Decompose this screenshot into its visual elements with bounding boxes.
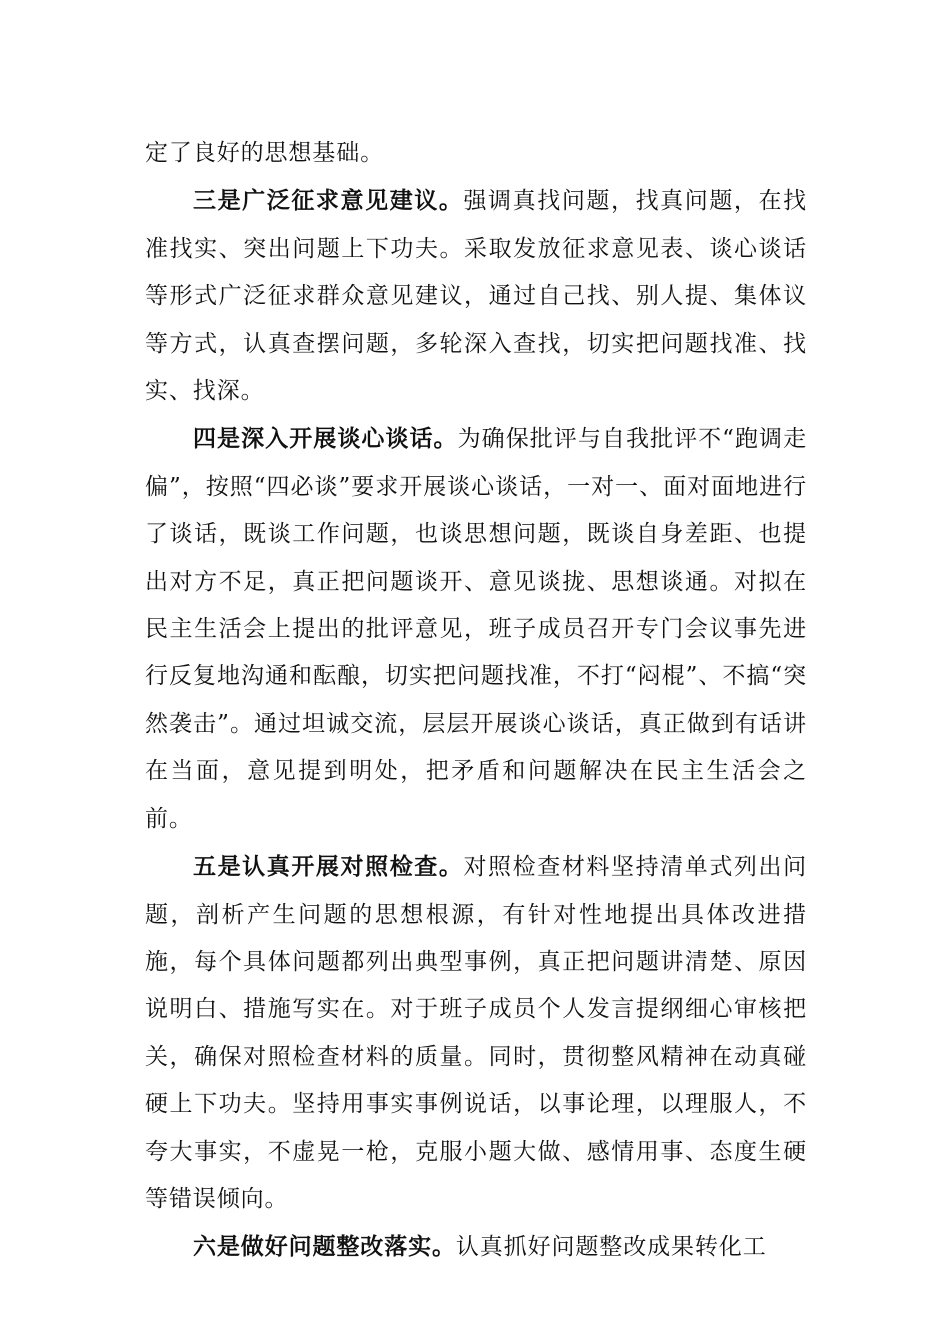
paragraph-text: 对照检查材料坚持清单式列出问题，剖析产生问题的思想根源，有针对性地提出具体改进措施，每个具体问题都列出典型事例，真正把问题讲清楚、原因说明白、措施写实在。对于班子成员个人发言提纲细心审核把关，确保对照检查材料的质量。同时，贯彻整风精神在动真碰硬上下功夫。坚持用事实事例说话，以事论理，以理服人，不夸大事实，不虚晃一枪，克服小题大做、感情用事、态度生硬等错误倾向。 [145,854,807,1212]
paragraph-solicit-opinions [145,177,807,415]
paragraph-heart-to-heart-talks [145,415,807,843]
paragraph-lead: 四是深入开展谈心谈话。 [193,425,458,453]
paragraph-lead: 六是做好问题整改落实。 [193,1233,456,1261]
document-body [145,129,807,1272]
paragraph-text: 为确保批评与自我批评不“跑调走偏”，按照“四必谈”要求开展谈心谈话，一对一、面对面地进行了谈话，既谈工作问题，也谈思想问题，既谈自身差距、也提出对方不足，真正把问题谈开、意见谈拢、思想谈通。对拟在民主生活会上提出的批评意见，班子成员召开专门会议事先进行反复地沟通和酝酿，切实把问题找准，不打“闷棍”、不搞“突然袭击”。通过坦诚交流，层层开展谈心谈话，真正做到有话讲在当面，意见提到明处，把矛盾和问题解决在民主生活会之前。 [145,426,807,832]
paragraph-text: 定了良好的思想基础。 [145,140,384,166]
paragraph-lead: 五是认真开展对照检查。 [193,853,464,881]
paragraph-text: 强调真找问题，找真问题，在找准找实、突出问题上下功夫。采取发放征求意见表、谈心谈话等形式广泛征求群众意见建议，通过自己找、别人提、集体议等方式，认真查摆问题，多轮深入查找，切实把问题找准、找实、找深。 [145,188,807,405]
paragraph-continuation [145,129,807,177]
paragraph-rectification [145,1223,807,1271]
paragraph-text: 认真抓好问题整改成果转化工 [455,1234,767,1261]
paragraph-self-examination [145,843,807,1223]
paragraph-lead: 三是广泛征求意见建议。 [193,187,464,215]
